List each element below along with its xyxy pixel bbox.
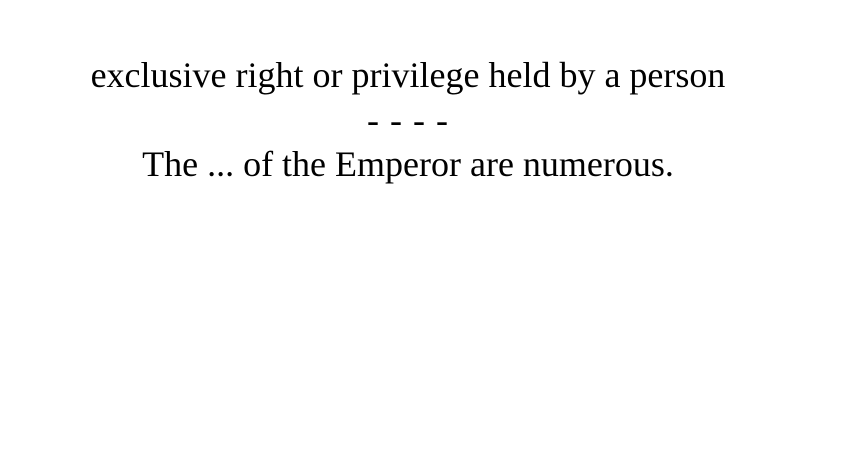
example-sentence: The ... of the Emperor are numerous. [142,144,674,184]
definition-text: exclusive right or privilege held by a person [90,55,726,95]
separator-text: - - - - [367,100,449,140]
